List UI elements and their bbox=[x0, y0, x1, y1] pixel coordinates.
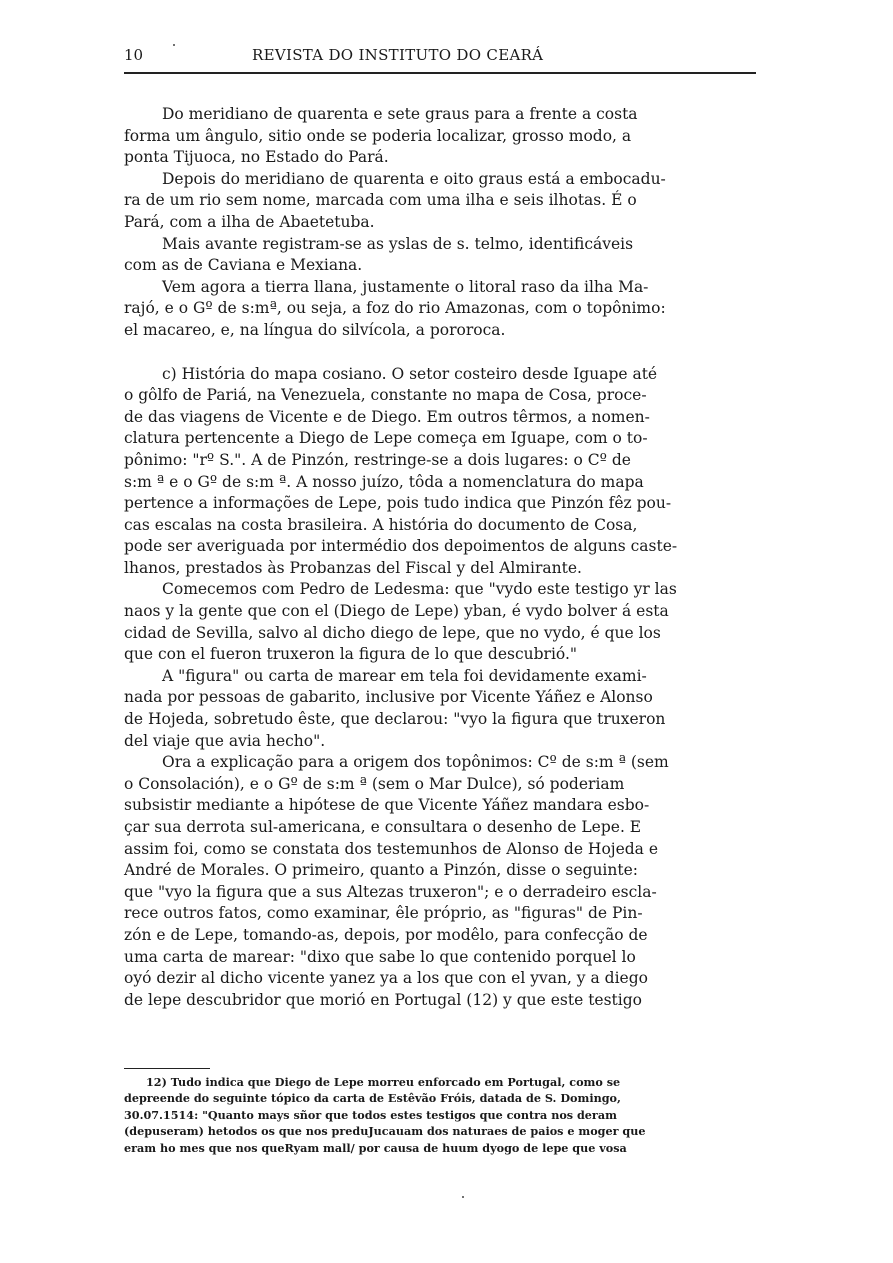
text-line: de das viagens de Vicente e de Diego. Em outros têrmos, a nomen- bbox=[124, 407, 650, 426]
scan-speck bbox=[462, 1196, 464, 1198]
footnote-line: 30.07.1514: "Quanto mays sñor que todos estes testigos que contra nos deram bbox=[124, 1107, 617, 1122]
text-line: cas escalas na costa brasileira. A história do documento de Cosa, bbox=[124, 515, 638, 534]
footnotes bbox=[124, 1074, 756, 1156]
text-line: com as de Caviana e Mexiana. bbox=[124, 256, 363, 275]
text-line: forma um ângulo, sitio onde se poderia localizar, grosso modo, a bbox=[124, 126, 632, 145]
text-line: oyó dezir al dicho vicente yanez ya a los que con el yvan, y a diego bbox=[124, 969, 648, 988]
footnote-line: (depuseram) hetodos os que nos preduJucauam dos naturaes de paios e moger que bbox=[124, 1124, 646, 1139]
text-line: cidad de Sevilla, salvo al dicho diego de lepe, que no vydo, é que los bbox=[124, 623, 661, 642]
text-line: Pará, com a ilha de Abaetetuba. bbox=[124, 212, 375, 231]
text-line: Comecemos com Pedro de Ledesma: que "vydo este testigo yr las bbox=[162, 580, 677, 599]
footnote-line: 12) Tudo indica que Diego de Lepe morreu enforcado em Portugal, como se bbox=[146, 1075, 621, 1089]
text-line: Depois do meridiano de quarenta e oito graus está a embocadu- bbox=[162, 169, 666, 188]
scan-speck bbox=[173, 44, 175, 46]
text-line: rajó, e o Gº de s:mª, ou seja, a foz do rio Amazonas, com o topônimo: bbox=[124, 299, 666, 318]
text-line: del viaje que avia hecho". bbox=[124, 731, 326, 750]
text-line: uma carta de marear: "dixo que sabe lo que contenido porquel lo bbox=[124, 947, 636, 966]
text-line: Vem agora a tierra llana, justamente o litoral raso da ilha Ma- bbox=[162, 277, 649, 296]
text-line: el macareo, e, na língua do silvícola, a pororoca. bbox=[124, 320, 506, 339]
text-line: lhanos, prestados às Probanzas del Fiscal y del Almirante. bbox=[124, 558, 582, 577]
text-line: que con el fueron truxeron la figura de lo que descubrió." bbox=[124, 645, 578, 664]
page-number: 10 bbox=[124, 46, 144, 64]
text-line: pode ser averiguada por intermédio dos depoimentos de alguns caste- bbox=[124, 537, 678, 556]
text-line: nada por pessoas de gabarito, inclusive por Vicente Yáñez e Alonso bbox=[124, 688, 653, 707]
text-line: A "figura" ou carta de marear em tela foi devidamente exami- bbox=[162, 666, 647, 685]
text-line: naos y la gente que con el (Diego de Lepe) yban, é vydo bolver á esta bbox=[124, 602, 669, 621]
text-line: Do meridiano de quarenta e sete graus para a frente a costa bbox=[162, 105, 638, 123]
text-line: Ora a explicação para a origem dos topônimos: Cº de s:m ª (sem bbox=[162, 753, 669, 772]
footnote-line: eram ho mes que nos queRyam mall/ por causa de huum dyogo de lepe que vosa bbox=[124, 1140, 627, 1155]
text-line: o Consolación), e o Gº de s:m ª (sem o Mar Dulce), só poderiam bbox=[124, 774, 625, 793]
running-title: REVISTA DO INSTITUTO DO CEARÁ bbox=[252, 46, 544, 64]
text-line: ra de um rio sem nome, marcada com uma ilha e seis ilhotas. É o bbox=[124, 191, 637, 210]
header-rule bbox=[124, 72, 756, 74]
text-line: çar sua derrota sul-americana, e consultara o desenho de Lepe. E bbox=[124, 818, 642, 836]
section-gap bbox=[124, 342, 756, 364]
footnote-line: depreende do seguinte tópico da carta de Estêvão Fróis, datada de S. Domingo, bbox=[124, 1091, 621, 1106]
text-line: André de Morales. O primeiro, quanto a Pinzón, disse o seguinte: bbox=[124, 861, 638, 880]
text-line: clatura pertencente a Diego de Lepe começa em Iguape, com o to- bbox=[124, 429, 648, 448]
text-line: assim foi, como se constata dos testemunhos de Alonso de Hojeda e bbox=[124, 839, 659, 858]
text-line: de Hojeda, sobretudo êste, que declarou: "vyo la figura que truxeron bbox=[124, 710, 666, 729]
text-line: subsistir mediante a hipótese de que Vicente Yáñez mandara esbo- bbox=[124, 796, 650, 815]
text-line: pônimo: "rº S.". A de Pinzón, restringe-se a dois lugares: o Cº de bbox=[124, 450, 631, 469]
text-line: que "vyo la figura que a sus Altezas truxeron"; e o derradeiro escla- bbox=[124, 882, 657, 901]
text-line: o gôlfo de Pariá, na Venezuela, constante no mapa de Cosa, proce- bbox=[124, 386, 647, 405]
text-line: de lepe descubridor que morió en Portugal (12) y que este testigo bbox=[124, 990, 642, 1009]
page-header bbox=[124, 46, 756, 70]
text-line: c) História do mapa cosiano. O setor costeiro desde Iguape até bbox=[162, 364, 658, 383]
text-line: Mais avante registram-se as yslas de s. telmo, identificáveis bbox=[162, 234, 634, 253]
text-line: pertence a informações de Lepe, pois tudo indica que Pinzón fêz pou- bbox=[124, 494, 672, 513]
text-line: s:m ª e o Gº de s:m ª. A nosso juízo, tôda a nomenclatura do mapa bbox=[124, 472, 644, 491]
text-line: rece outros fatos, como examinar, êle próprio, as "figuras" de Pin- bbox=[124, 904, 643, 923]
body-text bbox=[124, 104, 756, 1011]
text-line: ponta Tijuoca, no Estado do Pará. bbox=[124, 148, 389, 167]
text-line: zón e de Lepe, tomando-as, depois, por modêlo, para confecção de bbox=[124, 925, 648, 944]
footnote-rule bbox=[124, 1068, 210, 1069]
